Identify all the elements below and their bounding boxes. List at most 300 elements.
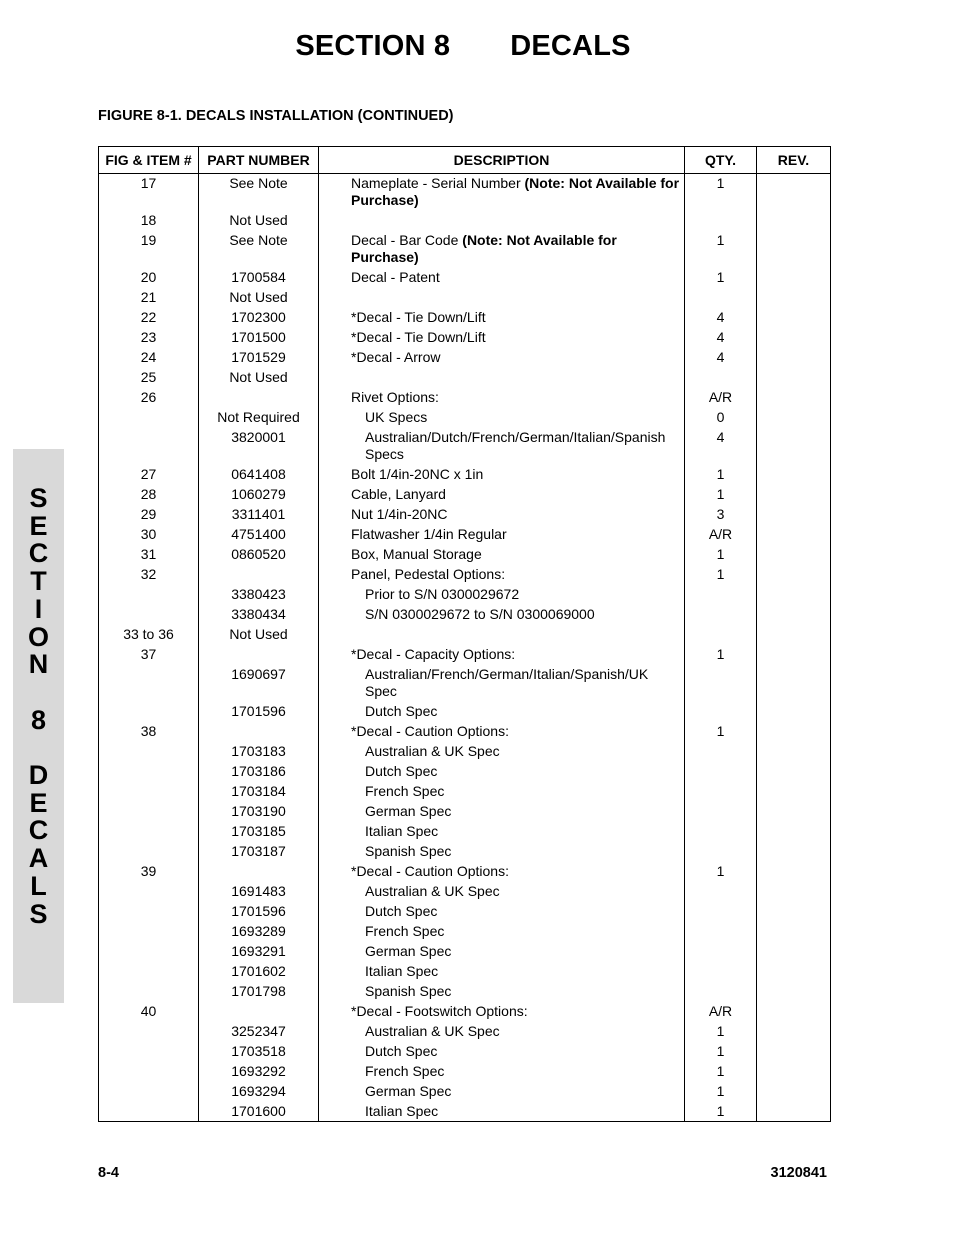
qty-cell (685, 666, 757, 703)
item-number-cell: 20 (99, 269, 199, 289)
qty-cell: 1 (685, 546, 757, 566)
rev-cell (757, 1083, 831, 1103)
rev-cell (757, 1043, 831, 1063)
description-cell (319, 309, 685, 329)
description-text: Dutch Spec (365, 703, 438, 719)
item-number-cell: 37 (99, 646, 199, 666)
description-text: Box, Manual Storage (351, 546, 482, 562)
description-cell (319, 646, 685, 666)
section-name: DECALS (510, 30, 631, 62)
rev-cell (757, 369, 831, 389)
description-cell (319, 803, 685, 823)
description-cell (319, 943, 685, 963)
item-number-cell (99, 1043, 199, 1063)
description-cell (319, 566, 685, 586)
table-row (99, 646, 831, 666)
part-number-cell (199, 723, 319, 743)
table-row (99, 803, 831, 823)
part-number-cell (199, 863, 319, 883)
rev-cell (757, 606, 831, 626)
rev-cell (757, 586, 831, 606)
item-number-cell: 27 (99, 466, 199, 486)
table-row (99, 546, 831, 566)
qty-cell: 1 (685, 269, 757, 289)
item-number-cell: 30 (99, 526, 199, 546)
rev-cell (757, 863, 831, 883)
table-row (99, 883, 831, 903)
col-header-item: FIG & ITEM # (99, 147, 199, 174)
item-number-cell: 17 (99, 174, 199, 213)
rev-cell (757, 269, 831, 289)
description-cell (319, 823, 685, 843)
item-number-cell (99, 586, 199, 606)
part-number-cell: 1701529 (199, 349, 319, 369)
rev-cell (757, 546, 831, 566)
table-row (99, 1063, 831, 1083)
description-text: Italian Spec (365, 823, 439, 839)
table-row (99, 289, 831, 309)
part-number-cell: See Note (199, 232, 319, 269)
item-number-cell: 29 (99, 506, 199, 526)
description-note: (Note: Not Available for Purchase) (351, 175, 680, 208)
side-tab-letter: O (27, 621, 49, 652)
description-text: *Decal - Caution Options: (351, 863, 509, 879)
qty-cell (685, 626, 757, 646)
description-text: Italian Spec (365, 1103, 439, 1119)
rev-cell (757, 1063, 831, 1083)
description-cell (319, 1023, 685, 1043)
part-number-cell: 3820001 (199, 429, 319, 466)
table-row (99, 843, 831, 863)
rev-cell (757, 232, 831, 269)
part-number-cell: 1693289 (199, 923, 319, 943)
item-number-cell (99, 983, 199, 1003)
col-header-rev: REV. (757, 147, 831, 174)
table-row (99, 329, 831, 349)
qty-cell (685, 803, 757, 823)
table-row (99, 466, 831, 486)
qty-cell (685, 823, 757, 843)
qty-cell: 1 (685, 863, 757, 883)
rev-cell (757, 409, 831, 429)
rev-cell (757, 212, 831, 232)
side-tab-letter: S (29, 483, 48, 513)
description-cell (319, 212, 685, 232)
rev-cell (757, 526, 831, 546)
side-tab-letter: 8 (30, 704, 47, 735)
description-cell (319, 723, 685, 743)
side-tab-letter: A (28, 843, 49, 874)
page-title (0, 30, 926, 63)
description-cell (319, 863, 685, 883)
part-number-cell: 1691483 (199, 883, 319, 903)
description-cell (319, 843, 685, 863)
item-number-cell (99, 606, 199, 626)
table-row (99, 963, 831, 983)
description-note: (Note: Not Available for Purchase) (351, 232, 617, 265)
description-text: Bolt 1/4in-20NC x 1in (351, 466, 484, 482)
description-text: French Spec (365, 1063, 445, 1079)
part-number-cell: 1701500 (199, 329, 319, 349)
description-cell (319, 506, 685, 526)
item-number-cell (99, 703, 199, 723)
qty-cell (685, 983, 757, 1003)
table-row (99, 703, 831, 723)
page-number: 8-4 (98, 1165, 119, 1181)
rev-cell (757, 174, 831, 213)
side-tab-letter: E (29, 510, 48, 541)
item-number-cell: 38 (99, 723, 199, 743)
qty-cell (685, 369, 757, 389)
qty-cell: 1 (685, 466, 757, 486)
part-number-cell: Not Required (199, 409, 319, 429)
rev-cell (757, 983, 831, 1003)
table-row (99, 943, 831, 963)
rev-cell (757, 429, 831, 466)
part-number-cell: 1693291 (199, 943, 319, 963)
qty-cell: 4 (685, 349, 757, 369)
item-number-cell (99, 883, 199, 903)
part-number-cell: 1700584 (199, 269, 319, 289)
part-number-cell: Not Used (199, 369, 319, 389)
table-row (99, 269, 831, 289)
description-cell (319, 983, 685, 1003)
description-cell (319, 526, 685, 546)
item-number-cell (99, 763, 199, 783)
description-cell (319, 409, 685, 429)
table-row (99, 232, 831, 269)
part-number-cell: 3380423 (199, 586, 319, 606)
part-number-cell: 1703184 (199, 783, 319, 803)
item-number-cell (99, 783, 199, 803)
side-tab-letter: D (28, 760, 49, 791)
item-number-cell (99, 429, 199, 466)
qty-cell: 4 (685, 309, 757, 329)
part-number-cell: Not Used (199, 626, 319, 646)
description-text: Decal - Patent (351, 269, 440, 285)
description-cell (319, 606, 685, 626)
table-row (99, 212, 831, 232)
qty-cell (685, 289, 757, 309)
table-row (99, 1083, 831, 1103)
description-text: Dutch Spec (365, 903, 438, 919)
description-text: Nut 1/4in-20NC (351, 506, 448, 522)
part-number-cell: 0641408 (199, 466, 319, 486)
item-number-cell (99, 1023, 199, 1043)
table-row (99, 903, 831, 923)
rev-cell (757, 329, 831, 349)
description-text: *Decal - Arrow (351, 349, 441, 365)
description-cell (319, 329, 685, 349)
table-row (99, 863, 831, 883)
description-cell (319, 626, 685, 646)
qty-cell: 0 (685, 409, 757, 429)
side-tab-letter: T (30, 566, 47, 597)
description-cell (319, 703, 685, 723)
item-number-cell (99, 923, 199, 943)
description-text: S/N 0300029672 to S/N 0300069000 (365, 606, 595, 622)
rev-cell (757, 1003, 831, 1023)
qty-cell (685, 903, 757, 923)
item-number-cell (99, 903, 199, 923)
description-text: German Spec (365, 803, 452, 819)
item-number-cell: 19 (99, 232, 199, 269)
table-row (99, 506, 831, 526)
description-text: *Decal - Footswitch Options: (351, 1003, 528, 1019)
qty-cell: A/R (685, 526, 757, 546)
description-cell (319, 963, 685, 983)
item-number-cell: 24 (99, 349, 199, 369)
table-row (99, 389, 831, 409)
qty-cell (685, 606, 757, 626)
description-text: Australian & UK Spec (365, 743, 500, 759)
side-tab-letter: N (28, 649, 49, 680)
table-row (99, 666, 831, 703)
description-text: *Decal - Caution Options: (351, 723, 509, 739)
description-text: Spanish Spec (365, 983, 452, 999)
item-number-cell (99, 1103, 199, 1122)
part-number-cell: 0860520 (199, 546, 319, 566)
description-text: Australian/French/German/Italian/Spanish/UK Spec (365, 666, 649, 699)
table-row (99, 783, 831, 803)
table-row (99, 743, 831, 763)
description-cell (319, 666, 685, 703)
qty-cell (685, 703, 757, 723)
description-cell (319, 174, 685, 213)
part-number-cell: 1693292 (199, 1063, 319, 1083)
description-text: French Spec (365, 783, 445, 799)
side-tab-letter: S (29, 898, 48, 929)
part-number-cell (199, 566, 319, 586)
col-header-part-number: PART NUMBER (199, 147, 319, 174)
rev-cell (757, 723, 831, 743)
table-row (99, 349, 831, 369)
side-tab-letter: L (30, 870, 47, 901)
qty-cell: 1 (685, 1063, 757, 1083)
description-cell (319, 369, 685, 389)
side-tab-letter: E (29, 787, 48, 818)
item-number-cell: 31 (99, 546, 199, 566)
part-number-cell: 1703187 (199, 843, 319, 863)
table-row (99, 606, 831, 626)
description-text: Australian/Dutch/French/German/Italian/Spanish Specs (365, 429, 666, 462)
part-number-cell (199, 389, 319, 409)
description-text: Spanish Spec (365, 843, 452, 859)
rev-cell (757, 1103, 831, 1122)
item-number-cell: 40 (99, 1003, 199, 1023)
item-number-cell (99, 943, 199, 963)
table-row (99, 1103, 831, 1122)
part-number-cell: 1703185 (199, 823, 319, 843)
description-text: Dutch Spec (365, 763, 438, 779)
part-number-cell (199, 646, 319, 666)
item-number-cell: 26 (99, 389, 199, 409)
part-number-cell: 1690697 (199, 666, 319, 703)
item-number-cell (99, 823, 199, 843)
section-number: SECTION 8 (295, 30, 451, 62)
description-text: Prior to S/N 0300029672 (365, 586, 520, 602)
description-cell (319, 1003, 685, 1023)
description-cell (319, 269, 685, 289)
description-text: Dutch Spec (365, 1043, 438, 1059)
description-text: *Decal - Capacity Options: (351, 646, 516, 662)
table-row (99, 723, 831, 743)
rev-cell (757, 646, 831, 666)
table-row (99, 409, 831, 429)
qty-cell: 1 (685, 174, 757, 213)
item-number-cell: 18 (99, 212, 199, 232)
rev-cell (757, 803, 831, 823)
description-cell (319, 486, 685, 506)
qty-cell (685, 943, 757, 963)
table-row (99, 983, 831, 1003)
rev-cell (757, 883, 831, 903)
table-row (99, 763, 831, 783)
description-cell (319, 429, 685, 466)
description-text: Italian Spec (365, 963, 439, 979)
item-number-cell: 21 (99, 289, 199, 309)
part-number-cell: See Note (199, 174, 319, 213)
item-number-cell: 22 (99, 309, 199, 329)
table-row (99, 1003, 831, 1023)
table-row (99, 566, 831, 586)
qty-cell: A/R (685, 1003, 757, 1023)
description-text: Australian & UK Spec (365, 883, 500, 899)
table-row (99, 174, 831, 213)
qty-cell: 1 (685, 1043, 757, 1063)
description-cell (319, 763, 685, 783)
parts-table (98, 146, 831, 1122)
item-number-cell: 39 (99, 863, 199, 883)
part-number-cell: 1703186 (199, 763, 319, 783)
side-tab-letter (13, 679, 64, 707)
description-text: *Decal - Tie Down/Lift (351, 309, 486, 325)
part-number-cell: 1693294 (199, 1083, 319, 1103)
qty-cell (685, 212, 757, 232)
rev-cell (757, 289, 831, 309)
qty-cell: 1 (685, 1103, 757, 1122)
part-number-cell: 4751400 (199, 526, 319, 546)
rev-cell (757, 963, 831, 983)
description-text: German Spec (365, 943, 452, 959)
table-row (99, 486, 831, 506)
description-cell (319, 389, 685, 409)
description-cell (319, 783, 685, 803)
description-cell (319, 1063, 685, 1083)
table-row (99, 626, 831, 646)
col-header-qty: QTY. (685, 147, 757, 174)
description-text: Australian & UK Spec (365, 1023, 500, 1039)
item-number-cell: 28 (99, 486, 199, 506)
description-text: *Decal - Tie Down/Lift (351, 329, 486, 345)
table-row (99, 526, 831, 546)
description-cell (319, 923, 685, 943)
description-text: Flatwasher 1/4in Regular (351, 526, 507, 542)
description-cell (319, 743, 685, 763)
part-number-cell: 1701596 (199, 703, 319, 723)
item-number-cell (99, 743, 199, 763)
item-number-cell (99, 1083, 199, 1103)
part-number-cell: 1701602 (199, 963, 319, 983)
part-number-cell: 3311401 (199, 506, 319, 526)
description-text: French Spec (365, 923, 445, 939)
description-text: Nameplate - Serial Number (351, 175, 525, 191)
table-row (99, 429, 831, 466)
document-number: 3120841 (770, 1165, 827, 1181)
part-number-cell: 1060279 (199, 486, 319, 506)
side-tab-letter: C (28, 815, 49, 846)
qty-cell (685, 923, 757, 943)
item-number-cell (99, 666, 199, 703)
rev-cell (757, 486, 831, 506)
part-number-cell: 1701600 (199, 1103, 319, 1122)
item-number-cell (99, 963, 199, 983)
rev-cell (757, 666, 831, 703)
description-text: German Spec (365, 1083, 452, 1099)
qty-cell: 1 (685, 646, 757, 666)
description-cell (319, 1103, 685, 1122)
rev-cell (757, 566, 831, 586)
table-row (99, 1023, 831, 1043)
rev-cell (757, 823, 831, 843)
rev-cell (757, 843, 831, 863)
description-text: Cable, Lanyard (351, 486, 446, 502)
item-number-cell (99, 1063, 199, 1083)
item-number-cell (99, 409, 199, 429)
qty-cell (685, 883, 757, 903)
figure-title: FIGURE 8-1. DECALS INSTALLATION (CONTINUED) (98, 108, 454, 124)
description-text: UK Specs (365, 409, 428, 425)
description-cell (319, 1083, 685, 1103)
qty-cell: 3 (685, 506, 757, 526)
rev-cell (757, 309, 831, 329)
qty-cell: 4 (685, 429, 757, 466)
qty-cell: 4 (685, 329, 757, 349)
rev-cell (757, 703, 831, 723)
rev-cell (757, 783, 831, 803)
rev-cell (757, 349, 831, 369)
qty-cell: 1 (685, 1083, 757, 1103)
description-cell (319, 883, 685, 903)
qty-cell (685, 843, 757, 863)
rev-cell (757, 923, 831, 943)
qty-cell (685, 783, 757, 803)
qty-cell (685, 963, 757, 983)
side-tab-letter: C (28, 538, 49, 569)
description-text: Rivet Options: (351, 389, 439, 405)
part-number-cell: 1701798 (199, 983, 319, 1003)
qty-cell: 1 (685, 723, 757, 743)
item-number-cell: 23 (99, 329, 199, 349)
table-row (99, 823, 831, 843)
qty-cell (685, 586, 757, 606)
rev-cell (757, 763, 831, 783)
description-cell (319, 586, 685, 606)
rev-cell (757, 1023, 831, 1043)
part-number-cell: 1701596 (199, 903, 319, 923)
table-row (99, 369, 831, 389)
rev-cell (757, 466, 831, 486)
table-row (99, 923, 831, 943)
part-number-cell: Not Used (199, 212, 319, 232)
item-number-cell (99, 803, 199, 823)
qty-cell: 1 (685, 232, 757, 269)
part-number-cell: 3380434 (199, 606, 319, 626)
item-number-cell (99, 843, 199, 863)
table-header-row (99, 147, 831, 174)
rev-cell (757, 389, 831, 409)
table-row (99, 309, 831, 329)
